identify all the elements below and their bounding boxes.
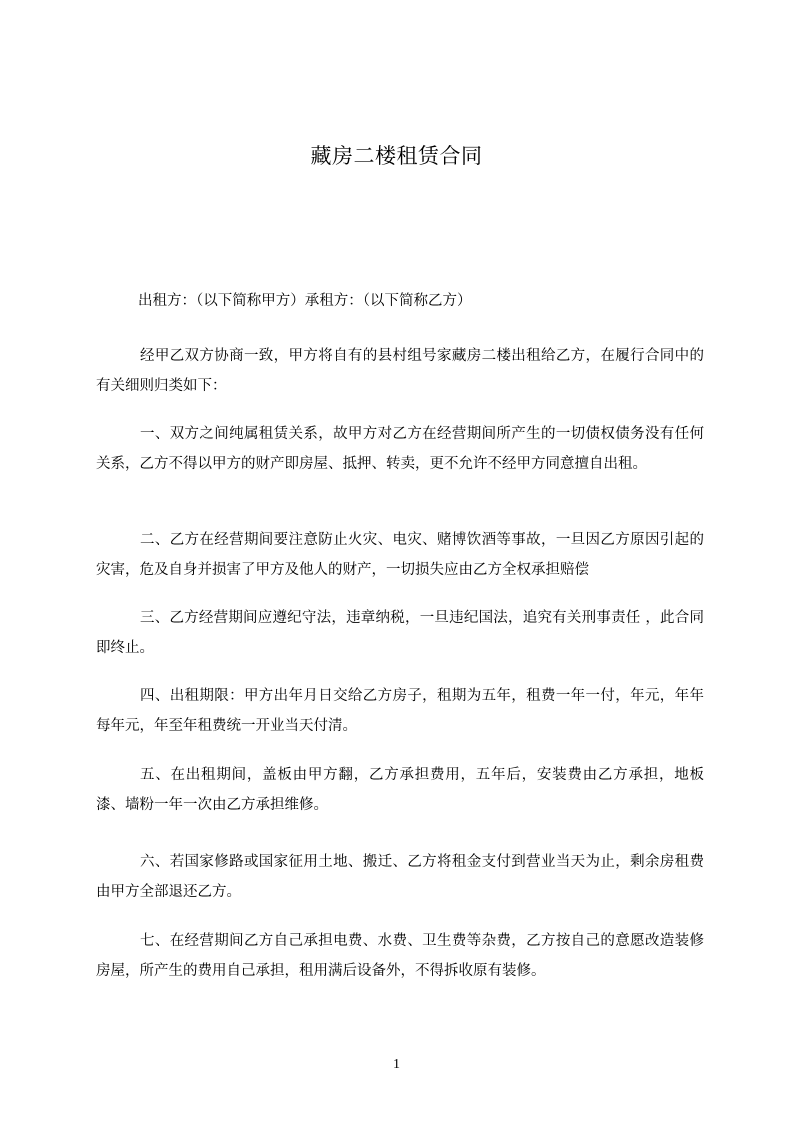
clause-3-paragraph: 三、乙方经营期间应遵纪守法，违章纳税，一旦违纪国法，追究有关刑事责任 ，此合同即终止。 — [96, 610, 704, 656]
document-title: 藏房二楼租赁合同 — [310, 144, 483, 168]
clause-2-paragraph: 二、乙方在经营期间要注意防止火灾、电灾、赌博饮酒等事故，一旦因乙方原因引起的灾害，危及自身并损害了甲方及他人的财产，一切损失应由乙方全权承担赔偿 — [96, 532, 704, 578]
clause-4-paragraph: 四、出租期限：甲方出年月日交给乙方房子，租期为五年，租费一年一付，年元，年年每年元，年至年租费统一开业当天付清。 — [96, 688, 704, 734]
page-number: 1 — [393, 1057, 400, 1072]
clause-1-paragraph: 一、双方之间纯属租赁关系，故甲方对乙方在经营期间所产生的一切债权债务没有任何关系，乙方不得以甲方的财产即房屋、抵押、转卖，更不允许不经甲方同意擅自出租。 — [96, 426, 704, 472]
intro-paragraph: 经甲乙双方协商一致，甲方将自有的县村组号家藏房二楼出租给乙方，在履行合同中的有关细则归类如下： — [96, 348, 704, 394]
clause-5-paragraph: 五、在出租期间，盖板由甲方翻，乙方承担费用，五年后，安装费由乙方承担，地板漆、墙粉一年一次由乙方承担维修。 — [96, 767, 704, 813]
clause-6-paragraph: 六、若国家修路或国家征用土地、搬迁、乙方将租金支付到营业当天为止，剩余房租费由甲方全部退还乙方。 — [96, 854, 704, 900]
parties-line: 出租方：（以下简称甲方）承租方：（以下简称乙方） — [138, 293, 472, 309]
clause-7-paragraph: 七、在经营期间乙方自己承担电费、水费、卫生费等杂费，乙方按自己的意愿改造装修房屋，所产生的费用自己承担，租用满后设备外，不得拆收原有装修。 — [96, 933, 704, 979]
